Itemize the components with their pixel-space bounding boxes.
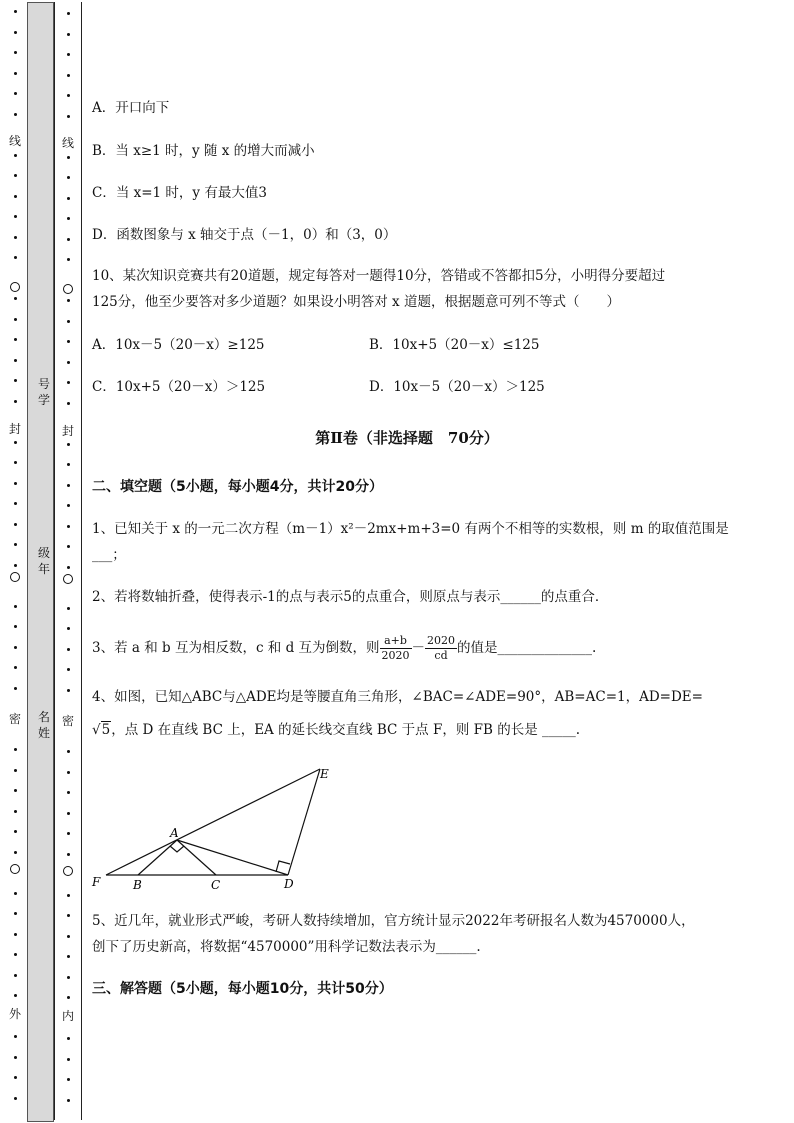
q10-option-b: B．10x+5（20－x）≤125 — [369, 337, 540, 353]
inner-binding-circle — [63, 574, 73, 584]
outer-binding-char: 密 — [8, 712, 21, 726]
triangle-figure — [90, 760, 340, 895]
outer-binding-dot — [14, 605, 17, 608]
q9-option-c: C．当 x=1 时，y 有最大值3 — [92, 185, 267, 201]
inner-binding-dot — [67, 74, 70, 77]
inner-binding-dot — [67, 361, 70, 364]
student-info-strip — [27, 2, 54, 1122]
segment-ab — [138, 840, 177, 875]
fill-q4-line2: √5，点 D 在直线 BC 上，EA 的延长线交直线 BC 于点 F，则 FB 的长是 _____. — [92, 719, 580, 741]
binding-margin-inner — [54, 2, 82, 1120]
inner-binding-dot — [67, 607, 70, 610]
answer-section-heading: 三、解答题（5小题，每小题10分，共计50分） — [92, 981, 393, 997]
inner-binding-dot — [67, 832, 70, 835]
line-fe — [106, 769, 320, 875]
outer-binding-circle — [10, 282, 20, 292]
q10-option-d: D．10x－5（20－x）＞125 — [369, 379, 545, 395]
inner-binding-dot — [67, 1037, 70, 1040]
outer-binding-dot — [14, 236, 17, 239]
outer-binding-dot — [14, 92, 17, 95]
inner-binding-dot — [67, 791, 70, 794]
sqrt-symbol: √5 — [92, 722, 111, 738]
label-c: C — [211, 878, 221, 892]
inner-binding-dot — [67, 668, 70, 671]
inner-binding-dot — [67, 1078, 70, 1081]
outer-binding-circle — [10, 572, 20, 582]
outer-binding-dot — [14, 174, 17, 177]
inner-binding-dot — [67, 320, 70, 323]
inner-binding-dot — [67, 935, 70, 938]
outer-binding-dot — [14, 379, 17, 382]
outer-binding-dot — [14, 564, 17, 567]
inner-binding-dot — [67, 812, 70, 815]
inner-binding-dot — [67, 1099, 70, 1102]
outer-binding-dot — [14, 113, 17, 116]
segment-ad — [177, 840, 288, 875]
part2-title: 第Ⅱ卷（非选择题 70分） — [315, 429, 499, 447]
inner-binding-dot — [67, 258, 70, 261]
outer-binding-dot — [14, 810, 17, 813]
inner-binding-dot — [67, 853, 70, 856]
inner-binding-dot — [67, 545, 70, 548]
q9-option-b: B．当 x≥1 时，y 随 x 的增大而减小 — [92, 143, 315, 159]
outer-binding-dot — [14, 338, 17, 341]
fill-in-heading: 二、填空题（5小题，每小题4分，共计20分） — [92, 479, 383, 495]
outer-binding-dot — [14, 51, 17, 54]
outer-binding-char: 封 — [8, 422, 21, 436]
inner-binding-dot — [67, 484, 70, 487]
inner-binding-char: 线 — [61, 136, 74, 150]
inner-binding-dot — [67, 33, 70, 36]
inner-binding-dot — [67, 402, 70, 405]
label-b: B — [133, 878, 142, 892]
label-f: F — [92, 875, 101, 889]
inner-binding-dot — [67, 996, 70, 999]
inner-binding-dot — [67, 340, 70, 343]
fill-q3-suffix: 的值是______________. — [457, 640, 597, 656]
inner-binding-dot — [67, 381, 70, 384]
outer-binding-dot — [14, 953, 17, 956]
inner-binding-circle — [63, 866, 73, 876]
outer-binding-dot — [14, 10, 17, 13]
outer-binding-dot — [14, 646, 17, 649]
outer-binding-dot — [14, 851, 17, 854]
inner-binding-circle — [63, 284, 73, 294]
outer-binding-char: 线 — [8, 134, 21, 148]
inner-binding-dot — [67, 525, 70, 528]
fill-q1-line2: ___； — [92, 547, 126, 563]
outer-binding-dot — [14, 1056, 17, 1059]
fill-q3: 3、若 a 和 b 互为相反数，c 和 d 互为倒数，则 $\frac{a+b}{2020}$ － $\frac{2020}{cd}$ 的值是______________. — [92, 634, 597, 662]
strip-label-grade: 级 年 — [37, 546, 50, 576]
inner-binding-dot — [67, 115, 70, 118]
inner-binding-dot — [67, 566, 70, 569]
outer-binding-dot — [14, 1035, 17, 1038]
inner-binding-dot — [67, 299, 70, 302]
q9-option-d: D．函数图象与 x 轴交于点（－1，0）和（3，0） — [92, 227, 397, 243]
inner-binding-dot — [67, 648, 70, 651]
inner-binding-dot — [67, 750, 70, 753]
inner-binding-dot — [67, 94, 70, 97]
strip-label-student-no: 号 学 — [37, 377, 50, 407]
q10-stem-line1: 10、某次知识竞赛共有20道题，规定每答对一题得10分，答错或不答都扣5分，小明得分要超过 — [92, 268, 666, 284]
outer-binding-dot — [14, 687, 17, 690]
outer-binding-dot — [14, 830, 17, 833]
outer-binding-char: 外 — [8, 1007, 21, 1021]
outer-binding-dot — [14, 72, 17, 75]
inner-binding-dot — [67, 53, 70, 56]
inner-binding-dot — [67, 976, 70, 979]
inner-binding-dot — [67, 443, 70, 446]
inner-binding-char: 密 — [61, 714, 74, 728]
inner-binding-dot — [67, 197, 70, 200]
outer-binding-circle — [10, 864, 20, 874]
segment-de — [288, 769, 320, 875]
strip-label-name: 名 姓 — [37, 710, 50, 740]
q9-option-a: A．开口向下 — [92, 100, 170, 116]
outer-binding-dot — [14, 400, 17, 403]
inner-binding-dot — [67, 627, 70, 630]
segment-ac — [177, 840, 216, 875]
outer-binding-dot — [14, 1097, 17, 1100]
outer-binding-dot — [14, 1076, 17, 1079]
outer-binding-dot — [14, 789, 17, 792]
label-e: E — [320, 767, 329, 781]
outer-binding-dot — [14, 154, 17, 157]
outer-binding-dot — [14, 769, 17, 772]
outer-binding-dot — [14, 441, 17, 444]
outer-binding-dot — [14, 31, 17, 34]
outer-binding-dot — [14, 523, 17, 526]
inner-binding-dot — [67, 156, 70, 159]
outer-binding-dot — [14, 625, 17, 628]
fraction-2020-over-cd: $\frac{2020}{cd}$ — [427, 634, 456, 662]
outer-binding-dot — [14, 318, 17, 321]
outer-binding-dot — [14, 297, 17, 300]
fraction-a-plus-b: $\frac{a+b}{2020}$ — [381, 634, 410, 662]
outer-binding-dot — [14, 482, 17, 485]
q10-option-a: A．10x－5（20－x）≥125 — [92, 337, 265, 353]
label-d: D — [284, 877, 294, 891]
outer-binding-dot — [14, 543, 17, 546]
binding-margin-outer — [0, 0, 28, 1123]
outer-binding-dot — [14, 748, 17, 751]
inner-binding-dot — [67, 914, 70, 917]
inner-binding-dot — [67, 955, 70, 958]
inner-binding-dot — [67, 894, 70, 897]
inner-binding-dot — [67, 176, 70, 179]
inner-binding-char: 封 — [61, 424, 74, 438]
inner-binding-dot — [67, 12, 70, 15]
fill-q1-line1: 1、已知关于 x 的一元二次方程（m－1）x²－2mx+m+3=0 有两个不相等的实数根，则 m 的取值范围是 — [92, 521, 729, 537]
outer-binding-dot — [14, 912, 17, 915]
q10-option-c: C．10x+5（20－x）＞125 — [92, 379, 266, 395]
q10-stem-line2: 125分，他至少要答对多少道题？如果设小明答对 x 道题，根据题意可列不等式（ ） — [92, 294, 620, 310]
outer-binding-dot — [14, 502, 17, 505]
inner-binding-dot — [67, 1058, 70, 1061]
fill-q5-line2: 创下了历史新高，将数据“4570000”用科学记数法表示为______. — [92, 939, 481, 955]
inner-binding-dot — [67, 771, 70, 774]
inner-binding-dot — [67, 238, 70, 241]
right-angle-mark-a — [170, 846, 184, 852]
outer-binding-dot — [14, 195, 17, 198]
inner-binding-dot — [67, 689, 70, 692]
fill-q2: 2、若将数轴折叠，使得表示-1的点与表示5的点重合，则原点与表示______的点重合． — [92, 589, 609, 605]
inner-binding-dot — [67, 463, 70, 466]
fill-q4-line1: 4、如图，已知△ABC与△ADE均是等腰直角三角形，∠BAC=∠ADE=90°，AB=AC=1，AD=DE= — [92, 689, 703, 705]
outer-binding-dot — [14, 256, 17, 259]
inner-binding-dot — [67, 217, 70, 220]
right-angle-mark-d — [276, 861, 290, 872]
outer-binding-dot — [14, 359, 17, 362]
fill-q3-prefix: 3、若 a 和 b 互为相反数，c 和 d 互为倒数，则 — [92, 640, 380, 656]
outer-binding-dot — [14, 892, 17, 895]
outer-binding-dot — [14, 994, 17, 997]
inner-binding-dot — [67, 504, 70, 507]
outer-binding-dot — [14, 215, 17, 218]
outer-binding-dot — [14, 461, 17, 464]
fill-q5-line1: 5、近几年，就业形式严峻，考研人数持续增加，官方统计显示2022年考研报名人数为4570000人， — [92, 913, 695, 929]
inner-binding-char: 内 — [61, 1009, 74, 1023]
outer-binding-dot — [14, 974, 17, 977]
label-a: A — [170, 826, 179, 840]
outer-binding-dot — [14, 666, 17, 669]
outer-binding-dot — [14, 933, 17, 936]
